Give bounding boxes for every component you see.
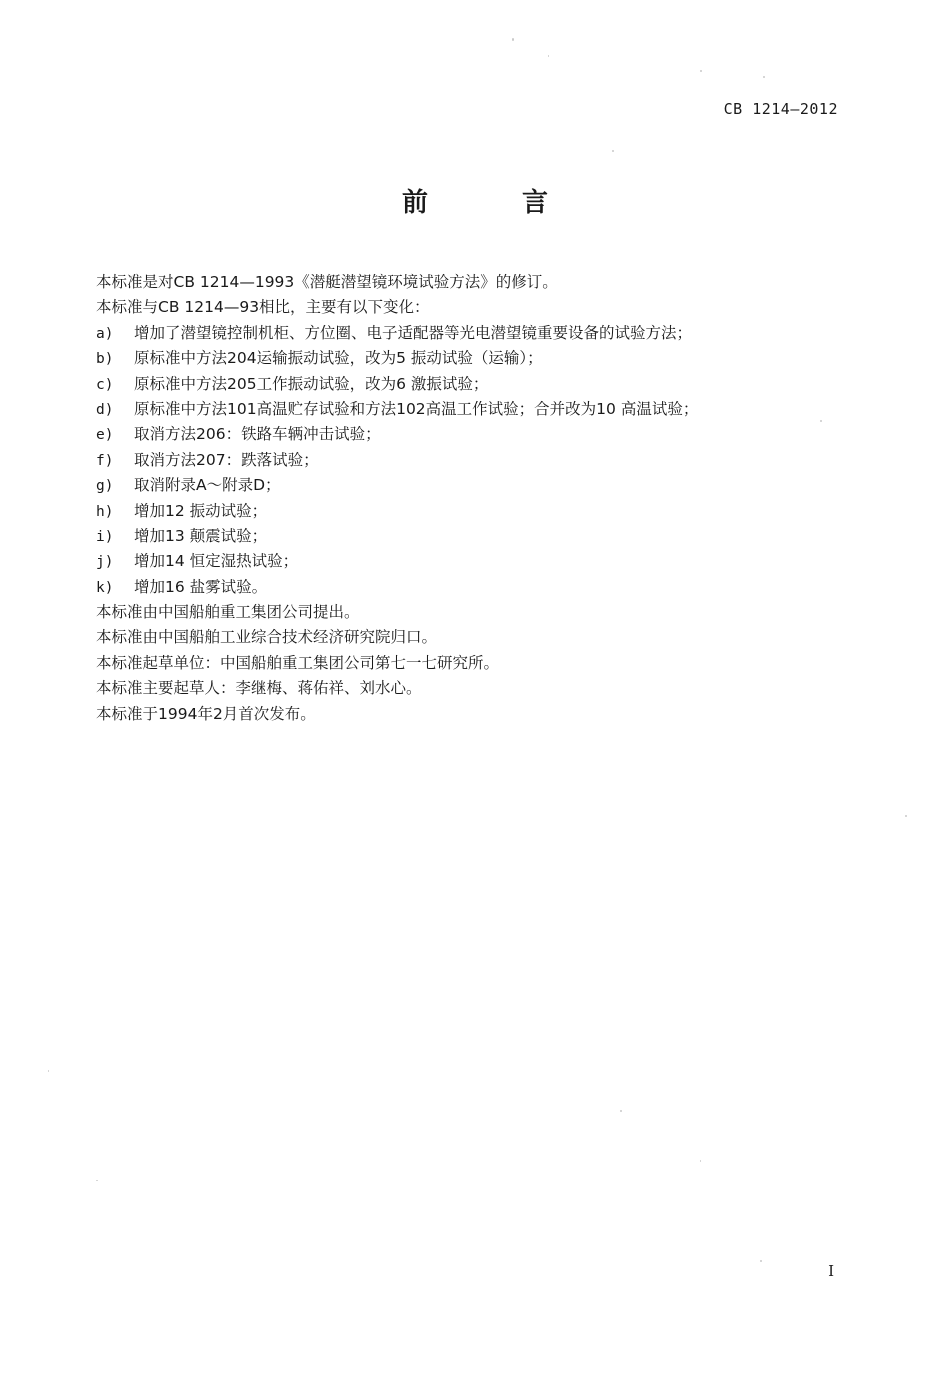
- page-number: I: [828, 1262, 834, 1280]
- list-item-text: 增加了潜望镜控制机柜、方位圈、电子适配器等光电潜望镜重要设备的试验方法；: [134, 323, 693, 342]
- list-item-label: h): [96, 503, 114, 520]
- first-release-paragraph: 本标准于1994年2月首次发布。: [96, 704, 316, 723]
- changes-list: [96, 321, 786, 600]
- list-item-label: j): [96, 554, 114, 571]
- list-item: [96, 346, 786, 371]
- list-item: [96, 499, 786, 524]
- intro-paragraph-2: 本标准与CB 1214—93相比，主要有以下变化：: [96, 298, 430, 317]
- list-item: [96, 473, 786, 498]
- list-item-text: 增加14 恒定湿热试验；: [134, 552, 299, 571]
- list-item-label: g): [96, 478, 114, 495]
- list-item-text: 增加13 颠震试验；: [134, 526, 268, 545]
- list-item-text: 增加12 振动试验；: [134, 501, 268, 520]
- list-item: [96, 372, 786, 397]
- list-item-label: f): [96, 452, 114, 469]
- list-item-text: 原标准中方法205工作振动试验，改为6 激振试验；: [134, 374, 489, 393]
- list-item-text: 取消方法206：铁路车辆冲击试验；: [134, 425, 381, 444]
- list-item-label: k): [96, 579, 114, 596]
- drafting-unit-paragraph: 本标准起草单位：中国船舶重工集团公司第七一七研究所。: [96, 653, 500, 672]
- list-item-text: 取消方法207：跌落试验；: [134, 450, 319, 469]
- list-item-label: i): [96, 528, 114, 545]
- list-item: [96, 321, 786, 346]
- administrator-paragraph: 本标准由中国船舶工业综合技术经济研究院归口。: [96, 628, 438, 647]
- list-item-text: 取消附录A～附录D；: [134, 476, 281, 495]
- list-item-label: c): [96, 376, 114, 393]
- list-item: [96, 422, 786, 447]
- intro-paragraph-1: 本标准是对CB 1214—1993《潜艇潜望镜环境试验方法》的修订。: [96, 273, 558, 291]
- document-code: CB 1214—2012: [723, 100, 838, 118]
- proposer-paragraph: 本标准由中国船舶重工集团公司提出。: [96, 603, 360, 622]
- list-item-text: 原标准中方法101高温贮存试验和方法102高温工作试验；合并改为10 高温试验；: [134, 399, 699, 418]
- list-item-label: d): [96, 401, 114, 418]
- list-item-text: 原标准中方法204运输振动试验，改为5 振动试验（运输）；: [134, 349, 543, 368]
- body-text: [96, 270, 786, 727]
- list-item: [96, 524, 786, 549]
- drafters-paragraph: 本标准主要起草人：李继梅、蒋佑祥、刘水心。: [96, 679, 422, 698]
- list-item: [96, 448, 786, 473]
- list-item-label: e): [96, 427, 114, 444]
- list-item-text: 增加16 盐雾试验。: [134, 577, 268, 596]
- page-title: 前 言: [401, 188, 582, 218]
- list-item: [96, 397, 786, 422]
- list-item-label: b): [96, 351, 114, 368]
- list-item-label: a): [96, 325, 114, 342]
- list-item: [96, 575, 786, 600]
- list-item: [96, 549, 786, 574]
